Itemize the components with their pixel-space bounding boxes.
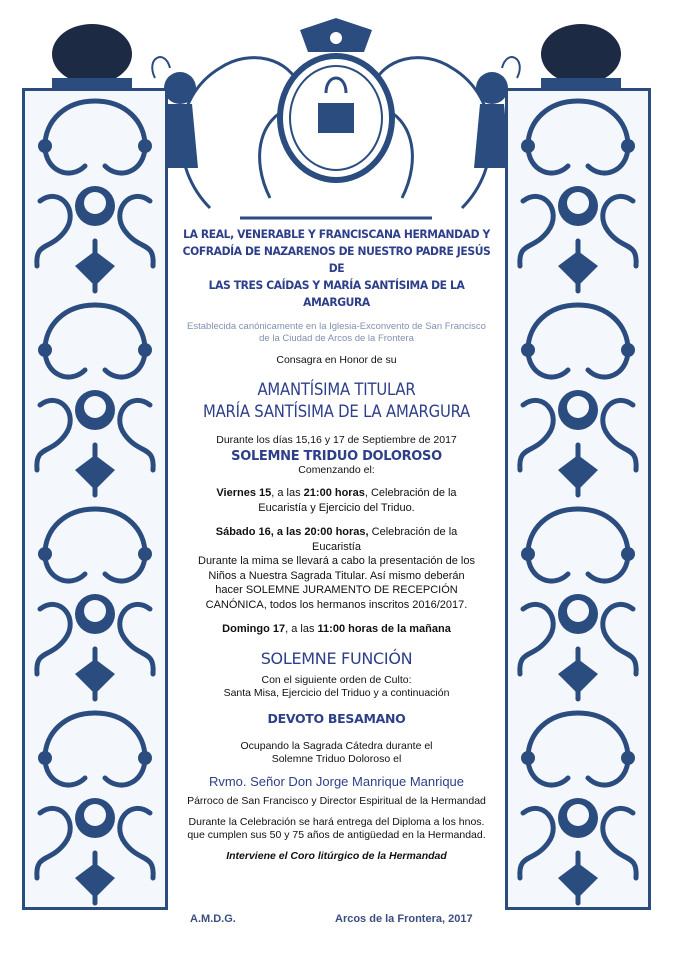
- viernes-paragraph: [168, 486, 505, 515]
- header-line-1: LA REAL, VENERABLE Y FRANCISCANA HERMANDAD Y: [183, 228, 490, 241]
- established-note: [168, 321, 505, 345]
- domingo-mid: , a las: [285, 623, 318, 635]
- sabado-rest-2: Eucaristía: [312, 540, 361, 553]
- orden-culto: [168, 674, 505, 700]
- header-line-2: COFRADÍA DE NAZARENOS DE NUESTRO PADRE JESÚS DE: [182, 245, 491, 275]
- catedra-line-1: Ocupando la Sagrada Cátedra durante el: [240, 739, 433, 752]
- comenzando-text: Comenzando el:: [298, 464, 375, 476]
- established-line-1: Establecida canónicamente en la Iglesia-Exconvento de San Francisco: [187, 321, 486, 332]
- diploma-line-1: Durante la Celebración se hará entrega del Diploma a los hnos.: [188, 815, 485, 828]
- viernes-time: 21:00 horas: [303, 487, 365, 499]
- diploma-line-2: que cumplen sus 50 y 75 años de antigüedad en la Hermandad.: [187, 828, 486, 841]
- consagra-text: Consagra en Honor de su: [276, 354, 397, 366]
- sabado-paragraph: [168, 525, 505, 612]
- triduo-title: SOLEMNE TRIDUO DOLOROSO: [231, 449, 442, 464]
- right-finial-dome: [535, 18, 627, 88]
- orden-line-1: Con el siguiente orden de Culto:: [261, 673, 412, 686]
- sabado-rest-1: Celebración de la: [368, 526, 458, 538]
- right-tile-pillar: [505, 88, 651, 910]
- preacher-name: Rvmo. Señor Don Jorge Manrique Manrique: [208, 773, 465, 789]
- coro-text: Interviene el Coro litúrgico de la Hermandad: [226, 849, 447, 862]
- sabado-line-3: hacer SOLEMNE JURAMENTO DE RECEPCIÓN: [215, 584, 458, 596]
- besamano-title: DEVOTO BESAMANO: [267, 710, 406, 726]
- viernes-rest-2: Eucaristía y Ejercicio del Triduo.: [258, 501, 415, 514]
- crest-ornament: [150, 18, 522, 228]
- left-finial-dome: [46, 18, 138, 88]
- preacher-role: Párroco de San Francisco y Director Espiritual de la Hermandad: [187, 794, 486, 807]
- viernes-rest-1: , Celebración de la: [364, 487, 457, 499]
- brotherhood-name: [175, 226, 499, 311]
- header-line-3: LAS TRES CAÍDAS Y MARÍA SANTÍSIMA DE LA AMARGURA: [208, 279, 465, 309]
- main-text: [168, 226, 505, 862]
- sabado-line-4: CANÓNICA, todos los hermanos inscritos 2016/2017.: [205, 598, 468, 611]
- catedra-line-2: Solemne Triduo Doloroso el: [271, 752, 402, 765]
- domingo-paragraph: [168, 622, 505, 637]
- titular-line-2: MARÍA SANTÍSIMA DE LA AMARGURA: [202, 402, 471, 421]
- left-tile-pillar: [22, 88, 168, 910]
- sabado-day-time: Sábado 16, a las 20:00 horas,: [215, 526, 369, 538]
- diploma-text: [168, 816, 505, 842]
- funcion-title: SOLEMNE FUNCIÓN: [260, 648, 413, 668]
- footer-place-year: Arcos de la Frontera, 2017: [335, 913, 473, 925]
- established-line-2: de la Ciudad de Arcos de la Frontera: [259, 333, 414, 344]
- sabado-line-2: Niños a Nuestra Sagrada Titular. Así mismo deberán: [208, 569, 465, 582]
- viernes-day: Viernes 15: [216, 487, 272, 499]
- dates-text: Durante los días 15,16 y 17 de Septiembre de 2017: [216, 434, 457, 446]
- domingo-day: Domingo 17: [222, 623, 286, 635]
- titular-line-1: AMANTÍSIMA TITULAR: [257, 380, 416, 399]
- orden-line-2: Santa Misa, Ejercicio del Triduo y a continuación: [223, 686, 450, 699]
- footer-amdg: A.M.D.G.: [190, 913, 236, 925]
- domingo-time: 11:00 horas de la mañana: [317, 623, 451, 635]
- viernes-mid: , a las: [271, 487, 304, 499]
- catedra-text: [168, 740, 505, 766]
- sabado-line-1: Durante la mima se llevará a cabo la presentación de los: [198, 555, 475, 567]
